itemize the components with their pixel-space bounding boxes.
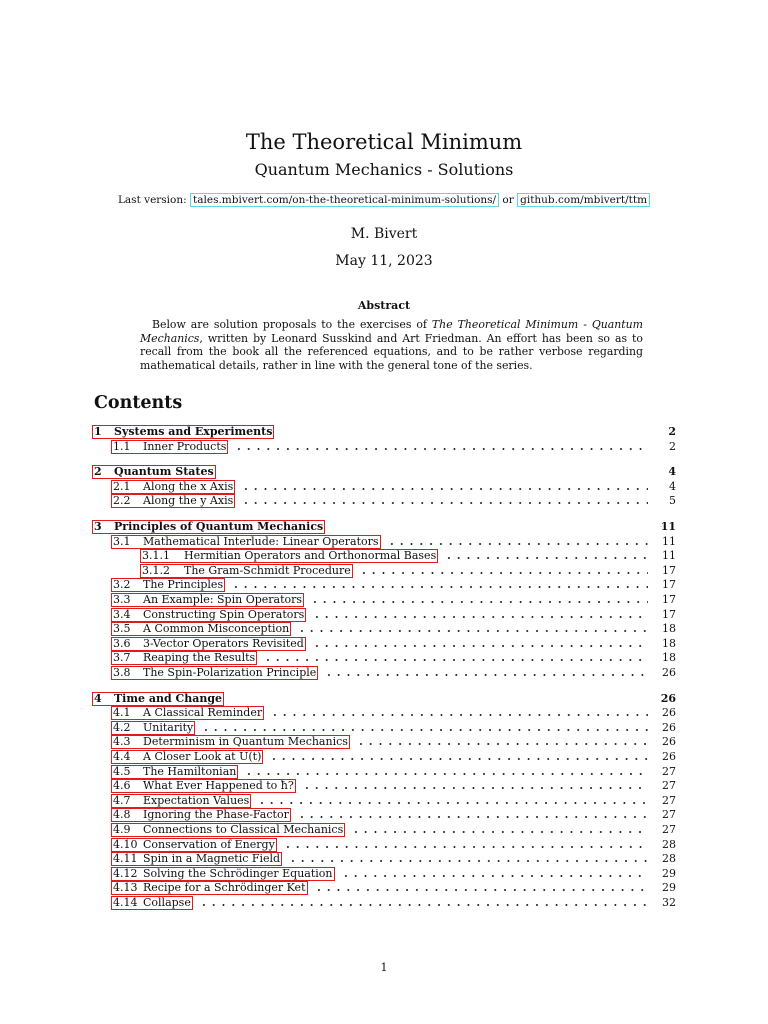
toc-entry-title: Hermitian Operators and Orthonormal Bases [184, 549, 437, 563]
toc-dot-leader [314, 888, 648, 892]
toc-dot-leader [444, 556, 648, 560]
toc-dot-leader [359, 571, 648, 575]
toc-entry-number: 3.2 [113, 578, 131, 592]
contents-heading: Contents [94, 393, 183, 413]
toc-subsection-row [92, 720, 676, 735]
toc-entry-page: 27 [662, 793, 676, 807]
toc-entry-title: Solving the Schrödinger Equation [143, 866, 333, 880]
toc-subsection-row [92, 479, 676, 494]
toc-section-row [92, 464, 676, 479]
toc-entry-number: 4.3 [113, 735, 131, 749]
toc-entry-number: 3 [94, 520, 102, 533]
toc-dot-leader [270, 713, 648, 717]
toc-entry-page: 11 [660, 520, 676, 533]
toc-entry-number: 4.7 [113, 793, 131, 807]
toc-entry-page: 18 [662, 622, 676, 636]
toc-entry-page: 5 [669, 494, 676, 508]
abstract-heading: Abstract [357, 299, 411, 312]
toc-entry-page: 29 [662, 881, 676, 895]
toc-entry-page: 28 [662, 837, 676, 851]
toc-subsection-row [92, 621, 676, 636]
toc-entry-link[interactable] [111, 651, 257, 665]
toc-dot-leader [302, 786, 648, 790]
toc-dot-leader [288, 859, 648, 863]
toc-entry-number: 4.14 [113, 896, 138, 909]
toc-entry-title: Along the x Axis [143, 479, 234, 493]
toc-entry-title: Inner Products [143, 439, 227, 453]
github-link[interactable]: github.com/mbivert/ttm [517, 193, 650, 207]
toc-entry-link[interactable] [111, 637, 306, 651]
toc-subsection-row [92, 837, 676, 852]
toc-entry-number: 3.1.2 [142, 563, 170, 577]
toc-entry-number: 4 [94, 691, 102, 705]
toc-section-row [92, 424, 676, 439]
toc-entry-number: 3.1.1 [142, 549, 170, 563]
toc-entry-link[interactable] [111, 480, 235, 494]
toc-dot-leader [324, 673, 648, 677]
toc-entry-title: Ignoring the Phase-Factor [143, 808, 289, 822]
toc-subsection-row [92, 577, 676, 592]
toc-entry-link[interactable] [111, 494, 235, 508]
toc-entry-number: 3.1 [113, 534, 131, 548]
toc-entry-title: Principles of Quantum Mechanics [114, 520, 324, 533]
toc-subsection-row [92, 493, 676, 508]
toc-subsection-row [92, 880, 676, 895]
toc-entry-page: 17 [662, 578, 676, 592]
toc-entry-page: 27 [662, 779, 676, 793]
toc-entry-title: Connections to Classical Mechanics [143, 823, 344, 836]
toc-entry-link[interactable] [111, 867, 335, 881]
toc-entry-link[interactable] [111, 779, 296, 793]
toc-subsection-row [92, 534, 676, 549]
toc-entry-page: 2 [669, 439, 676, 453]
toc-dot-leader [231, 585, 648, 589]
toc-dot-leader [312, 615, 648, 619]
toc-entry-number: 2.1 [113, 479, 131, 493]
toc-dot-leader [387, 542, 648, 546]
toc-entry-title: The Hamiltonian [143, 764, 237, 778]
toc-entry-link[interactable] [111, 706, 264, 720]
toc-subsection-row [92, 764, 676, 779]
abstract-book-title: The Theoretical Minimum - Quantum Mechanics [140, 318, 643, 345]
toc-entry-number: 1.1 [113, 439, 131, 453]
toc-entry-link[interactable] [111, 440, 228, 454]
toc-dot-leader [310, 600, 648, 604]
toc-entry-number: 4.8 [113, 808, 131, 822]
toc-entry-link[interactable] [111, 666, 318, 680]
toc-entry-page: 26 [662, 720, 676, 734]
toc-entry-link[interactable] [111, 608, 306, 622]
toc-dot-leader [257, 801, 648, 805]
toc-entry-title: Systems and Experiments [114, 425, 273, 438]
toc-subsection-row [92, 807, 676, 822]
tales-link[interactable]: tales.mbivert.com/on-the-theoretical-minimum-solutions/ [190, 193, 499, 207]
toc-entry-title: Quantum States [114, 465, 214, 479]
toc-subsection-row [92, 778, 676, 793]
toc-dot-leader [297, 629, 648, 633]
toc-entry-number: 4.12 [113, 866, 138, 880]
toc-entry-title: Reaping the Results [143, 651, 256, 665]
toc-subsection-row [92, 592, 676, 607]
toc-entry-page: 18 [662, 636, 676, 650]
last-version-prefix: Last version: [117, 194, 191, 206]
toc-entry-title: A Closer Look at U(t) [143, 750, 262, 763]
toc-subsection-row [92, 607, 676, 622]
toc-entry-number: 4.4 [113, 750, 131, 763]
toc-entry-link[interactable] [111, 535, 381, 549]
toc-entry-number: 2.2 [113, 494, 131, 508]
toc-entry-title: Conservation of Energy [143, 837, 275, 851]
abstract-body [140, 318, 643, 372]
toc-entry-link[interactable] [111, 852, 282, 866]
toc-entry-page: 4 [669, 479, 676, 493]
toc-entry-page: 27 [662, 764, 676, 778]
toc-entry-number: 4.6 [113, 779, 131, 793]
abstract-text-start: Below are solution proposals to the exercises of [152, 318, 432, 331]
toc-entry-number: 4.11 [113, 852, 138, 866]
toc-entry-page: 26 [662, 666, 676, 679]
toc-entry-page: 17 [662, 607, 676, 621]
toc-entry-number: 4.2 [113, 720, 131, 734]
document-title: The Theoretical Minimum [245, 130, 523, 154]
toc-dot-leader [351, 830, 648, 834]
toc-entry-link[interactable] [140, 549, 438, 563]
toc-entry-number: 1 [94, 425, 102, 438]
toc-entry-link[interactable] [111, 593, 304, 607]
toc-dot-leader [199, 903, 648, 907]
toc-entry-page: 29 [662, 866, 676, 880]
toc-entry-link[interactable] [92, 465, 216, 479]
toc-subsection-row [92, 866, 676, 881]
toc-entry-number: 4.13 [113, 881, 138, 895]
toc-entry-link[interactable] [111, 881, 308, 895]
toc-entry-page: 11 [662, 534, 676, 548]
toc-entry-page: 26 [662, 735, 676, 749]
toc-entry-title: 3-Vector Operators Revisited [143, 636, 304, 650]
toc-entry-number: 3.7 [113, 651, 131, 665]
toc-entry-title: Recipe for a Schrödinger Ket [143, 881, 306, 895]
toc-entry-link[interactable] [111, 750, 263, 764]
toc-entry-link[interactable] [140, 564, 353, 578]
toc-subsubsection-row [92, 563, 676, 578]
toc-entry-title: Mathematical Interlude: Linear Operators [143, 534, 379, 548]
toc-section-row [92, 691, 676, 706]
toc-entry-number: 3.6 [113, 636, 131, 650]
toc-dot-leader [201, 728, 648, 732]
toc-entry-link[interactable] [92, 520, 325, 534]
toc-subsection-row [92, 636, 676, 651]
toc-entry-page: 18 [662, 651, 676, 665]
toc-entry-title: An Example: Spin Operators [143, 593, 303, 606]
toc-entry-title: A Common Misconception [143, 622, 290, 636]
toc-entry-link[interactable] [111, 896, 193, 910]
toc-subsection-row [92, 895, 676, 910]
toc-entry-title: The Spin-Polarization Principle [143, 666, 317, 679]
toc-subsection-row [92, 822, 676, 837]
toc-entry-title: Collapse [143, 896, 191, 909]
toc-dot-leader [263, 658, 648, 662]
toc-entry-title: The Gram-Schmidt Procedure [184, 563, 351, 577]
toc-entry-link[interactable] [111, 578, 225, 592]
toc-entry-title: Spin in a Magnetic Field [143, 852, 281, 866]
toc-entry-page: 27 [662, 808, 676, 822]
toc-subsubsection-row [92, 548, 676, 563]
toc-entry-page: 4 [668, 465, 676, 479]
toc-entry-title: Expectation Values [143, 793, 250, 807]
toc-entry-link[interactable] [111, 794, 251, 808]
toc-entry-title: Constructing Spin Operators [143, 607, 305, 621]
toc-entry-page: 28 [662, 852, 676, 866]
author: M. Bivert [350, 226, 418, 242]
toc-entry-title: Unitarity [143, 720, 194, 734]
toc-dot-leader [312, 644, 648, 648]
toc-entry-title: Determinism in Quantum Mechanics [143, 735, 348, 749]
toc-subsection-row [92, 650, 676, 665]
toc-entry-number: 3.4 [113, 607, 131, 621]
toc-entry-link[interactable] [111, 721, 195, 735]
toc-subsection-row [92, 439, 676, 454]
toc-dot-leader [283, 845, 648, 849]
toc-entry-number: 4.10 [113, 837, 138, 851]
toc-dot-leader [241, 501, 648, 505]
toc-subsection-row [92, 665, 676, 680]
toc-subsection-row [92, 749, 676, 764]
toc-entry-title: What Ever Happened to ħ? [143, 779, 294, 793]
last-version-line [0, 194, 768, 206]
toc-entry-page: 2 [668, 425, 676, 438]
document-subtitle: Quantum Mechanics - Solutions [254, 160, 514, 179]
toc-entry-title: Along the y Axis [143, 494, 234, 508]
date: May 11, 2023 [335, 253, 433, 269]
toc-entry-link[interactable] [92, 692, 224, 706]
toc-entry-number: 3.8 [113, 666, 131, 679]
toc-entry-number: 4.9 [113, 823, 131, 836]
toc-entry-link[interactable] [111, 838, 277, 852]
toc-entry-link[interactable] [111, 765, 238, 779]
toc-entry-link[interactable] [111, 622, 291, 636]
toc-entry-number: 3.5 [113, 622, 131, 636]
toc-dot-leader [234, 447, 648, 451]
toc-entry-title: Time and Change [114, 691, 223, 705]
toc-dot-leader [341, 874, 648, 878]
toc-dot-leader [241, 487, 648, 491]
toc-entry-link[interactable] [111, 823, 345, 837]
toc-entry-page: 32 [662, 896, 676, 909]
toc-entry-link[interactable] [111, 808, 291, 822]
toc-entry-title: A Classical Reminder [143, 706, 263, 720]
toc-entry-page: 26 [662, 750, 676, 763]
abstract-text-end: , written by Leonard Susskind and Art Friedman. An effort has been so as to recall from the book all the referenced equations, and to be rather verbose regarding mathematical details, rather in line with the general tone of the series. [140, 331, 643, 372]
toc-dot-leader [269, 757, 648, 761]
toc-entry-page: 17 [662, 563, 676, 577]
toc-entry-page: 26 [662, 706, 676, 720]
toc-entry-link[interactable] [92, 425, 274, 439]
toc-entry-title: The Principles [143, 578, 224, 592]
page-number: 1 [380, 961, 388, 974]
toc-entry-number: 3.3 [113, 593, 131, 606]
toc-subsection-row [92, 705, 676, 720]
toc-entry-number: 4.1 [113, 706, 131, 720]
toc-entry-page: 26 [660, 691, 676, 705]
toc-entry-number: 4.5 [113, 764, 131, 778]
toc-subsection-row [92, 793, 676, 808]
toc-dot-leader [356, 742, 648, 746]
toc-entry-page: 27 [662, 823, 676, 836]
toc-section-row [92, 519, 676, 534]
toc-entry-page: 11 [662, 549, 676, 563]
toc-dot-leader [244, 772, 648, 776]
toc-subsection-row [92, 851, 676, 866]
toc-entry-page: 17 [662, 593, 676, 606]
toc-entry-link[interactable] [111, 735, 350, 749]
toc-subsection-row [92, 734, 676, 749]
toc-entry-number: 2 [94, 465, 102, 479]
toc-dot-leader [297, 815, 648, 819]
last-version-separator: or [499, 194, 518, 206]
